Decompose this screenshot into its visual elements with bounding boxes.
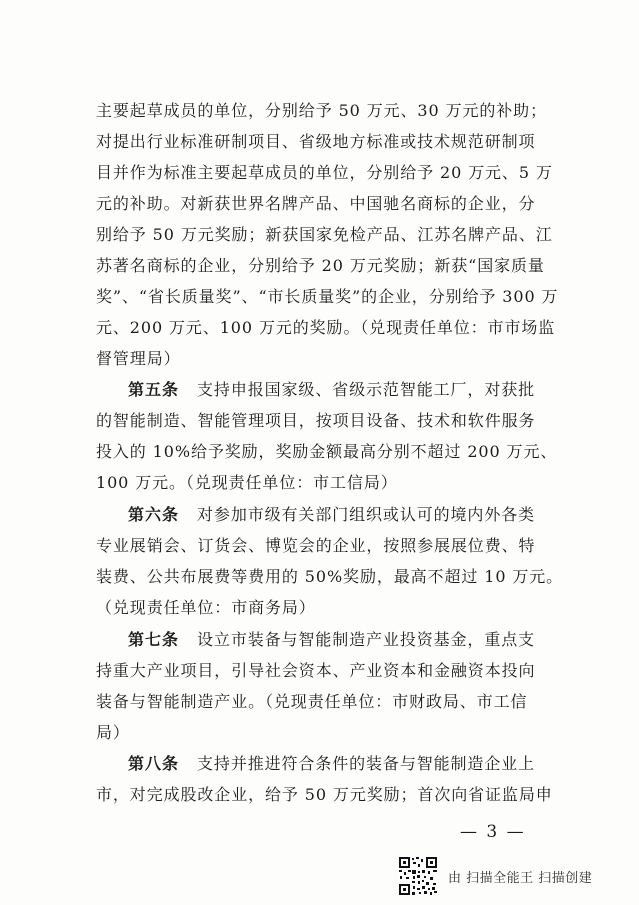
article-8-first-line <box>128 754 535 774</box>
article-8-heading: 第八条 <box>128 754 180 773</box>
paragraph-line: 督管理局） <box>96 349 181 368</box>
paragraph-line: 别给予 50 万元奖励；新获国家免检产品、江苏名牌产品、江 <box>96 225 553 244</box>
article-7-line: 装备与智能制造产业。（兑现责任单位：市财政局、市工信 <box>96 692 528 711</box>
article-6-text: 对参加市级有关部门组织或认可的境内外各类 <box>197 505 536 524</box>
article-5-text: 支持申报国家级、省级示范智能工厂，对获批 <box>197 380 536 399</box>
article-5-heading: 第五条 <box>128 380 180 399</box>
page-number: — 3 — <box>460 822 526 842</box>
paragraph-line: 元、200 万元、100 万元的奖励。（兑现责任单位：市市场监 <box>96 318 556 337</box>
article-7-line: 局） <box>96 723 130 742</box>
article-7-first-line <box>128 630 535 650</box>
paragraph-line: 主要起草成员的单位，分别给予 50 万元、30 万元的补助； <box>96 101 547 120</box>
article-8-line: 市，对完成股改企业，给予 50 万元奖励；首次向省证监局申 <box>96 785 553 804</box>
article-7-text: 设立市装备与智能制造产业投资基金，重点支 <box>197 630 536 649</box>
article-6-line: （兑现责任单位：市商务局） <box>96 598 316 617</box>
article-5-line: 的智能制造、智能管理项目，按项目设备、技术和软件服务 <box>96 411 536 430</box>
paragraph-line: 奖”、“省长质量奖”、“市长质量奖”的企业，分别给予 300 万 <box>96 287 559 306</box>
scanner-watermark-text: 由 扫描全能王 扫描创建 <box>448 870 593 886</box>
article-6-line: 装费、公共布展费等费用的 50%奖励，最高不超过 10 万元。 <box>96 567 564 586</box>
article-6-first-line <box>128 505 535 525</box>
paragraph-line: 目并作为标准主要起草成员的单位，分别给予 20 万元、5 万 <box>96 163 553 182</box>
article-5-line: 100 万元。（兑现责任单位：市工信局） <box>96 473 398 492</box>
article-5-line: 投入的 10%给予奖励，奖励金额最高分别不超过 200 万元、 <box>96 442 558 461</box>
article-5-first-line <box>128 380 535 400</box>
paragraph-line: 苏著名商标的企业，分别给予 20 万元奖励；新获“国家质量 <box>96 256 545 275</box>
article-7-heading: 第七条 <box>128 630 180 649</box>
article-6-heading: 第六条 <box>128 505 180 524</box>
paragraph-line: 对提出行业标准研制项目、省级地方标准或技术规范研制项 <box>96 132 536 151</box>
article-7-line: 持重大产业项目，引导社会资本、产业资本和金融资本投向 <box>96 661 536 680</box>
scanner-footer <box>398 854 634 898</box>
qr-code-icon <box>398 856 438 896</box>
paragraph-line: 元的补助。对新获世界名牌产品、中国驰名商标的企业，分 <box>96 194 536 213</box>
article-6-line: 专业展销会、订货会、博览会的企业，按照参展展位费、特 <box>96 536 536 555</box>
article-8-text: 支持并推进符合条件的装备与智能制造企业上 <box>197 754 536 773</box>
